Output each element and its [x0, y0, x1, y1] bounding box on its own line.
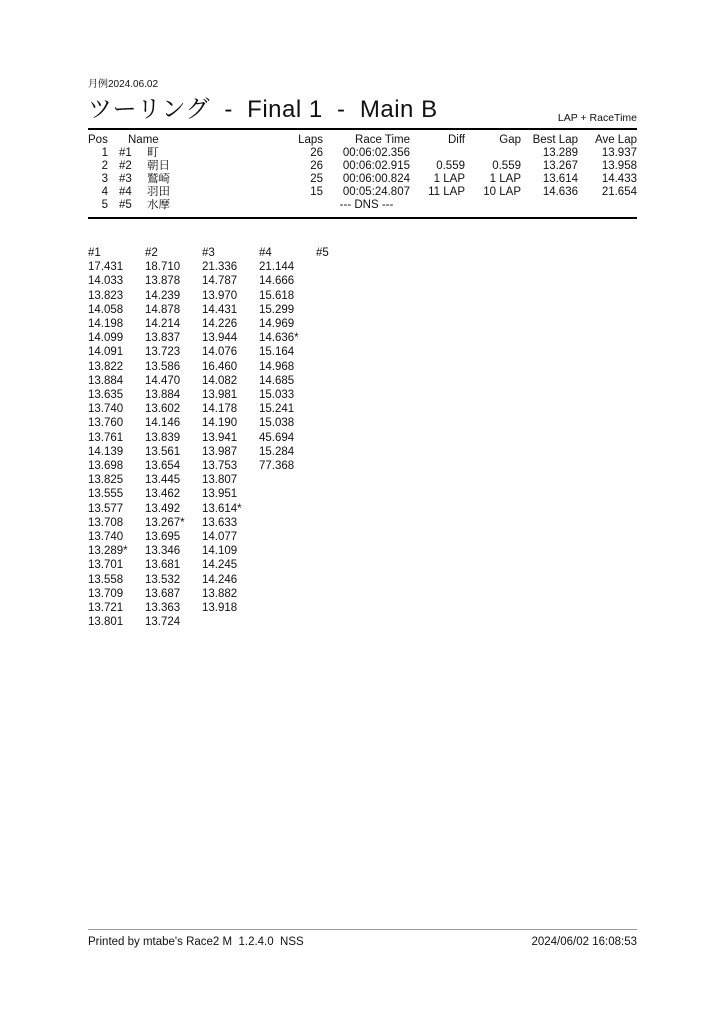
lap-time: 13.635: [88, 389, 124, 402]
lap-times-table: [88, 246, 637, 629]
lap-row: [88, 374, 637, 388]
lap-time: 14.178: [202, 403, 238, 416]
lap-time: 13.555: [88, 488, 124, 501]
position: 1: [101, 147, 108, 159]
lap-row: [88, 402, 637, 416]
race-time: 00:06:02.356: [342, 147, 410, 159]
col-ave-lap: Ave Lap: [595, 134, 637, 146]
lap-time: 13.761: [88, 431, 124, 444]
lap-time: 13.532: [145, 573, 181, 586]
lap-time: 16.460: [202, 360, 238, 373]
diff: 1 LAP: [433, 173, 465, 185]
lap-time: 13.987: [202, 445, 238, 458]
lap-time: 13.981: [202, 389, 238, 402]
lap-filler: [373, 587, 637, 601]
lap-time: [316, 544, 373, 558]
lap-time: [259, 487, 316, 501]
col-best-lap: Best Lap: [532, 134, 578, 146]
lap-row: [88, 445, 637, 459]
lap-filler: [373, 345, 637, 359]
driver-name: 朝日: [147, 160, 170, 172]
lap-time: 13.363: [145, 602, 181, 615]
gap: 0.559: [492, 160, 521, 172]
lap-time: 13.561: [145, 445, 181, 458]
lap-row: [88, 360, 637, 374]
lap-time: 13.884: [145, 389, 181, 402]
lap-time: 13.558: [88, 573, 124, 586]
lap-time: [259, 601, 316, 615]
diff: [410, 199, 465, 212]
lap-time: 17.431: [88, 261, 124, 274]
lap-time: 14.245: [202, 559, 238, 572]
lap-time: 13.654: [145, 460, 181, 473]
lap-time: [259, 573, 316, 587]
lap-time: 14.109: [202, 545, 238, 558]
diff: 11 LAP: [428, 186, 465, 198]
title-row: [88, 91, 637, 125]
col-race-time: Race Time: [355, 134, 410, 146]
lap-filler: [373, 487, 637, 501]
lap-filler: [373, 289, 637, 303]
col-pos: Pos: [88, 134, 108, 146]
lap-time: 13.721: [88, 602, 124, 615]
lap-time: 13.753: [202, 460, 238, 473]
lap-filler: [373, 445, 637, 459]
laps: 26: [310, 160, 323, 172]
col-name: Name: [128, 134, 159, 146]
lap-time: 14.685: [259, 374, 295, 387]
lap-row: [88, 601, 637, 615]
lap-row: [88, 487, 637, 501]
lap-filler: [373, 416, 637, 430]
lap-time: 18.710: [145, 261, 181, 274]
lap-time: 13.602: [145, 403, 181, 416]
lap-time: 13.882: [202, 587, 238, 600]
lap-row: [88, 431, 637, 445]
lap-time: 14.091: [88, 346, 124, 359]
lap-time: 13.823: [88, 289, 124, 302]
lap-time: 13.289*: [88, 545, 128, 558]
print-datetime: 2024/06/02 16:08:53: [531, 936, 637, 948]
race-time: 00:06:02.915: [342, 160, 410, 172]
laps: [240, 199, 323, 212]
laps: 25: [310, 173, 323, 185]
lap-time: 21.336: [202, 261, 238, 274]
page-content: [88, 0, 637, 629]
lap-filler: [373, 530, 637, 544]
lap-time: [316, 459, 373, 473]
diff: [410, 147, 465, 160]
lap-time: 14.470: [145, 374, 181, 387]
car-number: #3: [119, 173, 132, 185]
lap-time: 14.968: [259, 360, 295, 373]
lap-filler: [373, 317, 637, 331]
result-row: [88, 160, 637, 173]
lap-time: [202, 615, 259, 629]
lap-time: [316, 445, 373, 459]
lap-row: [88, 530, 637, 544]
lap-time: 13.740: [88, 531, 124, 544]
lap-col-car1: #1: [88, 247, 101, 259]
lap-row: [88, 558, 637, 572]
lap-time: 13.586: [145, 360, 181, 373]
lap-time: 13.941: [202, 431, 238, 444]
best-lap: 13.267: [542, 160, 578, 172]
lap-time: 14.246: [202, 573, 238, 586]
gap: 10 LAP: [483, 186, 521, 198]
col-diff: Diff: [447, 134, 465, 146]
lap-time: [316, 601, 373, 615]
lap-filler: [373, 260, 637, 274]
lap-time: 15.618: [259, 289, 295, 302]
lap-filler: [373, 573, 637, 587]
lap-row: [88, 317, 637, 331]
gap: [465, 147, 521, 160]
lap-col-car4: #4: [259, 247, 272, 259]
lap-time: 14.082: [202, 374, 238, 387]
position: 3: [101, 173, 108, 185]
format-label: LAP + RaceTime: [557, 112, 637, 124]
lap-row: [88, 459, 637, 473]
page-footer: [88, 929, 637, 948]
lap-time: 13.346: [145, 545, 181, 558]
lap-time: 15.299: [259, 303, 295, 316]
lap-col-filler: [373, 246, 637, 260]
car-number: #5: [119, 199, 132, 211]
lap-time: 13.698: [88, 460, 124, 473]
position: 5: [101, 199, 108, 211]
lap-time: 45.694: [259, 431, 295, 444]
lap-time: [316, 558, 373, 572]
col-laps: Laps: [298, 134, 323, 146]
lap-time: 13.760: [88, 417, 124, 430]
lap-filler: [373, 615, 637, 629]
lap-time: 13.918: [202, 602, 238, 615]
lap-time: [316, 431, 373, 445]
lap-time: [316, 573, 373, 587]
lap-row: [88, 615, 637, 629]
lap-time: 13.708: [88, 516, 124, 529]
lap-time: 15.164: [259, 346, 295, 359]
lap-time: 13.633: [202, 516, 238, 529]
lap-time: 14.969: [259, 318, 295, 331]
lap-time: 14.226: [202, 318, 238, 331]
lap-time: 13.801: [88, 616, 124, 629]
lap-time: [259, 516, 316, 530]
ave-lap: 21.654: [601, 186, 637, 198]
lap-filler: [373, 274, 637, 288]
result-row: [88, 147, 637, 160]
lap-row: [88, 388, 637, 402]
lap-row: [88, 473, 637, 487]
lap-time: [316, 416, 373, 430]
lap-filler: [373, 502, 637, 516]
lap-row: [88, 544, 637, 558]
lap-time: [316, 274, 373, 288]
lap-time: [259, 502, 316, 516]
lap-time: 14.033: [88, 275, 124, 288]
lap-time: 14.636*: [259, 332, 299, 345]
lap-time: 13.724: [145, 616, 181, 629]
driver-name: 町: [147, 147, 159, 159]
diff: 0.559: [436, 160, 465, 172]
lap-time: 14.139: [88, 445, 124, 458]
lap-time: 13.878: [145, 275, 181, 288]
lap-filler: [373, 516, 637, 530]
lap-filler: [373, 331, 637, 345]
page-header: [88, 78, 637, 130]
lap-time: 21.144: [259, 261, 295, 274]
best-lap: 13.614: [542, 173, 578, 185]
driver-name: 鷲崎: [147, 173, 170, 185]
lap-filler: [373, 601, 637, 615]
lap-row: [88, 260, 637, 274]
lap-row: [88, 345, 637, 359]
lap-time: [259, 544, 316, 558]
lap-time: [316, 345, 373, 359]
lap-col-car2: #2: [145, 247, 158, 259]
lap-time: [316, 331, 373, 345]
lap-time: [316, 615, 373, 629]
lap-row: [88, 516, 637, 530]
lap-time: 13.723: [145, 346, 181, 359]
result-row: [88, 173, 637, 186]
lap-time: [259, 530, 316, 544]
lap-times-header-row: [88, 246, 637, 260]
lap-col-car5: #5: [316, 247, 329, 259]
lap-filler: [373, 388, 637, 402]
event-date: 月例2024.06.02: [88, 79, 159, 90]
car-number: #1: [119, 147, 132, 159]
lap-row: [88, 573, 637, 587]
lap-time: 15.033: [259, 389, 295, 402]
results-table: [88, 134, 637, 212]
lap-row: [88, 303, 637, 317]
lap-filler: [373, 473, 637, 487]
lap-time: 14.076: [202, 346, 238, 359]
car-number: #2: [119, 160, 132, 172]
position: 2: [101, 160, 108, 172]
lap-filler: [373, 558, 637, 572]
lap-time: 13.687: [145, 587, 181, 600]
ave-lap: [578, 199, 637, 212]
lap-filler: [373, 374, 637, 388]
lap-time: 15.038: [259, 417, 295, 430]
lap-time: 13.709: [88, 587, 124, 600]
lap-time: [316, 388, 373, 402]
driver-name: 水摩: [147, 199, 170, 211]
race-time: 00:05:24.807: [342, 186, 410, 198]
best-lap: [521, 199, 578, 212]
lap-time: [316, 317, 373, 331]
results-section: [88, 134, 637, 219]
lap-time: 15.241: [259, 403, 295, 416]
lap-row: [88, 289, 637, 303]
lap-time: 13.970: [202, 289, 238, 302]
gap: [465, 199, 521, 212]
lap-time: 14.190: [202, 417, 238, 430]
lap-time: [316, 360, 373, 374]
car-number: #4: [119, 186, 132, 198]
lap-time: 13.492: [145, 502, 181, 515]
result-row: [88, 199, 637, 212]
lap-time: 77.368: [259, 460, 295, 473]
lap-time: 13.944: [202, 332, 238, 345]
lap-time: 13.267*: [145, 516, 185, 529]
lap-time: 13.825: [88, 474, 124, 487]
laps: 26: [310, 147, 323, 159]
lap-time: 14.214: [145, 318, 181, 331]
lap-time: 13.740: [88, 403, 124, 416]
col-gap: Gap: [499, 134, 521, 146]
lap-time: 14.239: [145, 289, 181, 302]
lap-time: [316, 530, 373, 544]
lap-time: 14.666: [259, 275, 295, 288]
lap-filler: [373, 402, 637, 416]
lap-row: [88, 416, 637, 430]
lap-time: 13.614*: [202, 502, 242, 515]
lap-time: 14.146: [145, 417, 181, 430]
lap-time: 14.099: [88, 332, 124, 345]
lap-time: [259, 615, 316, 629]
lap-time: [316, 289, 373, 303]
lap-time: [316, 487, 373, 501]
lap-time: [259, 558, 316, 572]
lap-time: 14.431: [202, 303, 238, 316]
lap-time: [316, 374, 373, 388]
best-lap: 13.289: [542, 147, 578, 159]
lap-row: [88, 502, 637, 516]
lap-filler: [373, 459, 637, 473]
lap-time: [316, 303, 373, 317]
lap-time: [316, 473, 373, 487]
lap-time: 13.884: [88, 374, 124, 387]
ave-lap: 13.958: [601, 160, 637, 172]
lap-row: [88, 331, 637, 345]
lap-time: 13.445: [145, 474, 181, 487]
lap-time: [259, 587, 316, 601]
lap-time: [316, 402, 373, 416]
lap-time: 13.807: [202, 474, 238, 487]
lap-time: 13.695: [145, 531, 181, 544]
laps: 15: [310, 186, 323, 198]
results-header-row: [88, 134, 637, 147]
race-time: --- DNS ---: [339, 199, 394, 211]
lap-time: 15.284: [259, 445, 295, 458]
lap-time: 13.681: [145, 559, 181, 572]
lap-time: 13.837: [145, 332, 181, 345]
printed-by: Printed by mtabe's Race2 M 1.2.4.0 NSS: [88, 936, 304, 948]
lap-row: [88, 587, 637, 601]
lap-time: [316, 516, 373, 530]
race-title: ツーリング - Final 1 - Main B: [88, 96, 438, 123]
race-time: 00:06:00.824: [342, 173, 410, 185]
ave-lap: 14.433: [601, 173, 637, 185]
lap-time: 13.839: [145, 431, 181, 444]
lap-time: 14.058: [88, 303, 124, 316]
lap-filler: [373, 544, 637, 558]
driver-name: 羽田: [147, 186, 170, 198]
ave-lap: 13.937: [601, 147, 637, 159]
lap-time: 13.701: [88, 559, 124, 572]
lap-time: 14.198: [88, 318, 124, 331]
lap-time: [259, 473, 316, 487]
lap-time: 14.077: [202, 531, 238, 544]
lap-time: [316, 587, 373, 601]
lap-time: [316, 502, 373, 516]
lap-time: 13.462: [145, 488, 181, 501]
lap-filler: [373, 360, 637, 374]
lap-time: 13.822: [88, 360, 124, 373]
lap-col-car3: #3: [202, 247, 215, 259]
gap: 1 LAP: [489, 173, 521, 185]
lap-filler: [373, 303, 637, 317]
lap-time: 13.951: [202, 488, 238, 501]
result-row: [88, 186, 637, 199]
lap-filler: [373, 431, 637, 445]
lap-time: 13.577: [88, 502, 124, 515]
lap-time: 14.878: [145, 303, 181, 316]
lap-time: [316, 260, 373, 274]
best-lap: 14.636: [542, 186, 578, 198]
position: 4: [101, 186, 108, 198]
lap-row: [88, 274, 637, 288]
lap-time: 14.787: [202, 275, 238, 288]
